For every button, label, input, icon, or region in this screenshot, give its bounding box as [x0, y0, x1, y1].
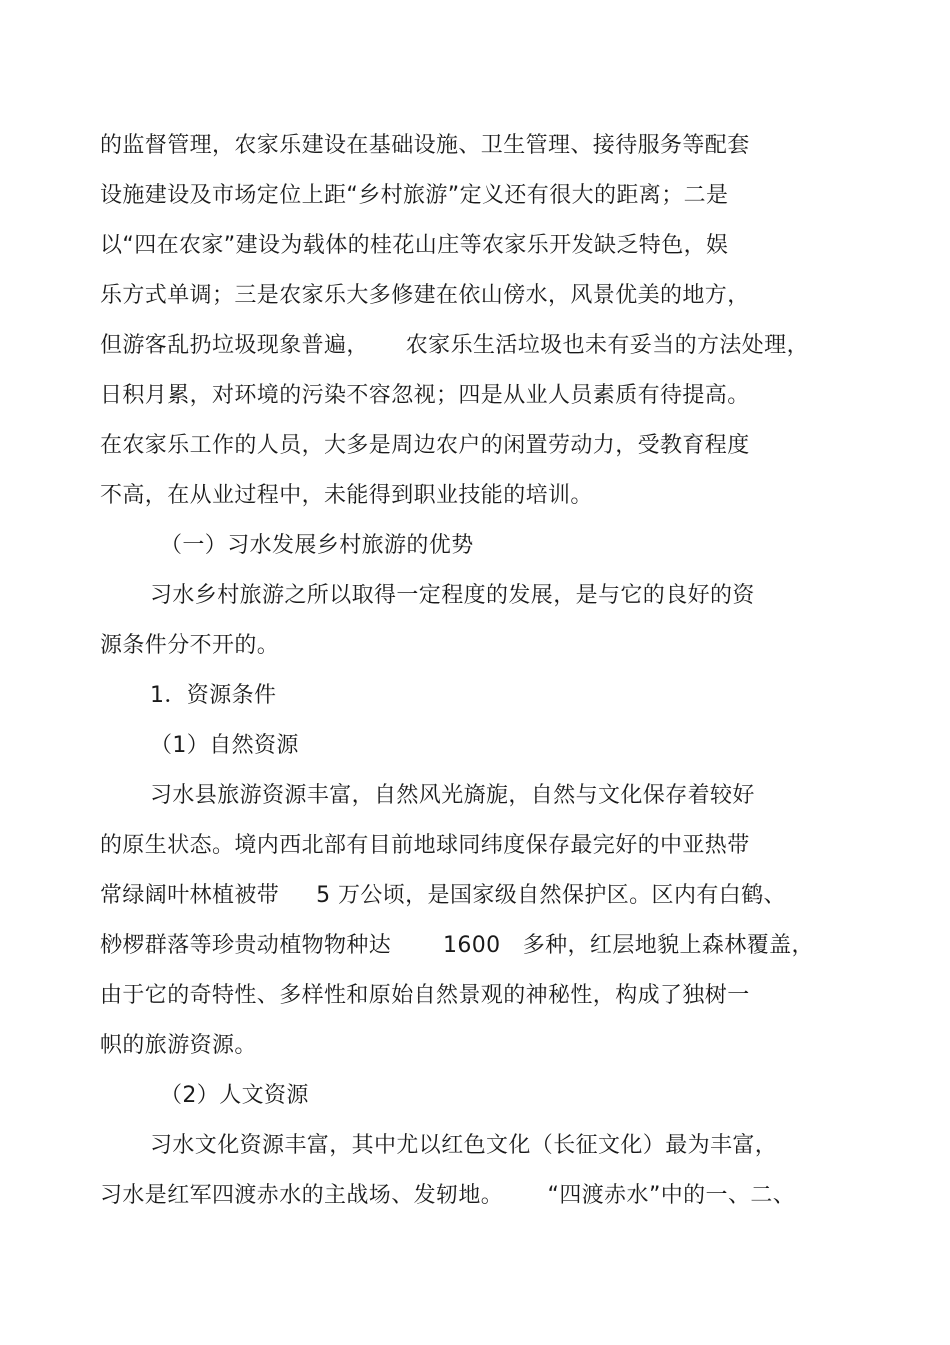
text-line-18: 由于它的奇特性、多样性和原始自然景观的神秘性，构成了独树一: [100, 983, 750, 1008]
section-heading-advantages: （一）习水发展乡村旅游的优势: [160, 533, 474, 558]
text-line-17: 桫椤群落等珍贵动植物物种达 1600 多种，红层地貌上森林覆盖，: [100, 933, 814, 958]
text-line-14: 习水县旅游资源丰富，自然风光旖旎，自然与文化保存着较好: [150, 783, 755, 808]
text-line-10: 习水乡村旅游之所以取得一定程度的发展，是与它的良好的资: [150, 583, 755, 608]
text-line-6: 日积月累，对环境的污染不容忽视；四是从业人员素质有待提高。: [100, 383, 750, 408]
text-line-21: 习水文化资源丰富，其中尤以红色文化（长征文化）最为丰富，: [150, 1133, 778, 1158]
text-line-19: 帜的旅游资源。: [100, 1033, 257, 1058]
subheading-natural-resources: （1）自然资源: [150, 733, 299, 758]
text-line-2: 设施建设及市场定位上距“乡村旅游”定义还有很大的距离；二是: [100, 183, 729, 208]
text-line-8: 不高，在从业过程中，未能得到职业技能的培训。: [100, 483, 593, 508]
text-line-1: 的监督管理，农家乐建设在基础设施、卫生管理、接待服务等配套: [100, 133, 750, 158]
subheading-cultural-resources: （2）人文资源: [160, 1083, 309, 1108]
text-line-5: 但游客乱扔垃圾现象普遍， 农家乐生活垃圾也未有妥当的方法处理，: [100, 333, 809, 358]
text-line-22: 习水是红军四渡赤水的主战场、发轫地。 “四渡赤水”中的一、二、: [100, 1183, 796, 1208]
text-line-4: 乐方式单调；三是农家乐大多修建在依山傍水，风景优美的地方，: [100, 283, 750, 308]
subheading-resource-conditions: 1．资源条件: [150, 683, 277, 708]
text-line-11: 源条件分不开的。: [100, 633, 280, 658]
text-line-15: 的原生状态。境内西北部有目前地球同纬度保存最完好的中亚热带: [100, 833, 750, 858]
text-line-3: 以“四在农家”建设为载体的桂花山庄等农家乐开发缺乏特色，娱: [100, 233, 729, 258]
text-line-16: 常绿阔叶林植被带 5 万公顷，是国家级自然保护区。区内有白鹤、: [100, 883, 786, 908]
text-line-7: 在农家乐工作的人员，大多是周边农户的闲置劳动力，受教育程度: [100, 433, 750, 458]
